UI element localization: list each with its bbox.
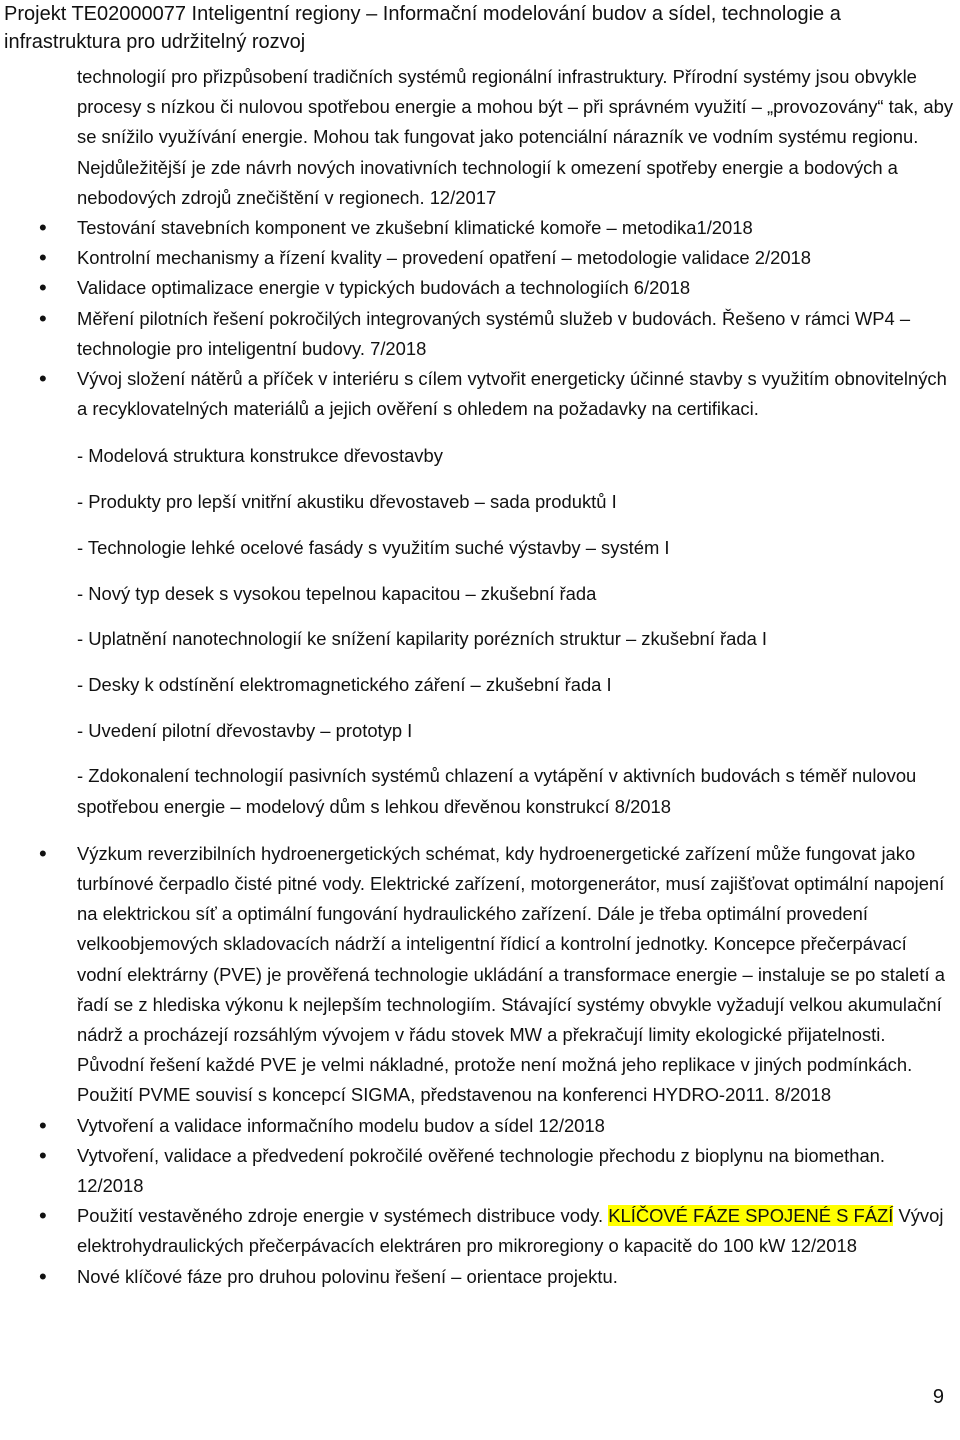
bullet-item: • Validace optimalizace energie v typických budovách a technologiích 6/2018 — [77, 273, 955, 303]
bullet-item: • Nové klíčové fáze pro druhou polovinu řešení – orientace projektu. — [77, 1262, 955, 1292]
bullet-item: • Testování stavebních komponent ve zkušební klimatické komoře – metodika1/2018 — [77, 213, 955, 243]
dash-item: - Uplatnění nanotechnologií ke snížení kapilarity porézních struktur – zkušební řada I — [77, 628, 768, 650]
bullet-text-after: Vývoj elektrohydraulických přečerpávacích elektráren pro mikroregiony o kapacitě do 100 kW 12/2018 — [77, 1205, 944, 1257]
document-body — [0, 62, 960, 1292]
dash-item: - Nový typ desek s vysokou tepelnou kapacitou – zkušební řada — [77, 582, 597, 604]
dash-item: - Technologie lehké ocelové fasády s využitím suché výstavby – systém I — [77, 536, 670, 558]
bullet-item: • Výzkum reverzibilních hydroenergetických schémat, kdy hydroenergetické zařízení může fungovat jako turbínové čerpadlo čisté pitné vody. Elektrické zařízení, motorgenerátor, musí zajišťovat optimální napojení na elektrickou síť a optimální fungování hydraulického zařízení. Dále je třeba optimální provedení velkoobjemových skladovacích nádrží a inteligentní řídicí a kontrolní jednotky. Koncepce přečerpávací vodní elektrárny (PVE) je prověřená technologie ukládání a transformace energie – instaluje se po staletí a řadí se z hlediska výkonu k nejlepším technologiím. Stávající systémy obvykle vyžadují velkou akumulační nádrž a procházejí rozsáhlým vývojem v řádu stovek MW a překračují limity ekologické přijatelnosti. Původní řešení každé PVE je velmi nákladné, protože není možná jeho replikace v jiných podmínkách. Použití PVME souvisí s koncepcí SIGMA, představenou na konferenci HYDRO-2011. 8/2018 — [77, 839, 955, 1111]
page-number: 9 — [932, 1386, 944, 1408]
intro-text: technologií pro přizpůsobení tradičních systémů regionální infrastruktury. Přírodní systémy jsou obvykle procesy s nízkou či nulovou spotřebou energie a mohou být – při správném využití – „provozovány“ tak, aby se snížilo využívání energie. Mohou tak fungovat jako potenciální nárazník ve vodním systému regionu. Nejdůležitější je zde návrh nových inovativních technologií k omezení spotřeby energie a bodových a nebodových zdrojů znečištění v regionech. — [77, 66, 954, 208]
dash-item: - Desky k odstínění elektromagnetického záření – zkušební řada I — [77, 673, 612, 695]
key-phases-highlight: KLÍČOVÉ FÁZE SPOJENÉ S FÁZÍ — [608, 1205, 894, 1227]
bullet-item-highlighted — [77, 1201, 955, 1261]
dash-item: - Produkty pro lepší vnitřní akustiku dřevostaveb – sada produktů I — [77, 491, 617, 513]
bullet-item: • Vytvoření, validace a předvedení pokročilé ověřené technologie přechodu z bioplynu na biomethan. 12/2018 — [77, 1141, 955, 1201]
bullet-item: • Vývoj složení nátěrů a příček v interiéru s cílem vytvořit energeticky účinné stavby s využitím obnovitelných a recyklovatelných materiálů a jejich ověření s ohledem na požadavky na certifikaci. — [77, 364, 955, 424]
header-line-2: infrastruktura pro udržitelný rozvoj — [4, 31, 306, 53]
page-header — [4, 0, 944, 56]
bullet-item: • Kontrolní mechanismy a řízení kvality – provedení opatření – metodologie validace 2/2018 — [77, 243, 955, 273]
dash-item: - Uvedení pilotní dřevostavby – prototyp I — [77, 719, 413, 741]
bullet-item: • Vytvoření a validace informačního modelu budov a sídel 12/2018 — [77, 1111, 955, 1141]
header-line-1: Projekt TE02000077 Inteligentní regiony – Informační modelování budov a sídel, technologie a — [4, 3, 841, 25]
intro-date: 12/2017 — [424, 186, 497, 208]
bullet-item: • Měření pilotních řešení pokročilých integrovaných systémů služeb v budovách. Řešeno v rámci WP4 – technologie pro inteligentní budovy. 7/2018 — [77, 304, 955, 364]
dash-item: - Zdokonalení technologií pasivních systémů chlazení a vytápění v aktivních budovách s téměř nulovou spotřebou energie – modelový dům s lehkou dřevěnou konstrukcí 8/2018 — [77, 765, 917, 817]
bullet-text-before: Použití vestavěného zdroje energie v systémech distribuce vody. — [77, 1205, 609, 1227]
dash-item: - Modelová struktura konstrukce dřevostavby — [77, 445, 443, 467]
intro-paragraph — [77, 62, 955, 213]
